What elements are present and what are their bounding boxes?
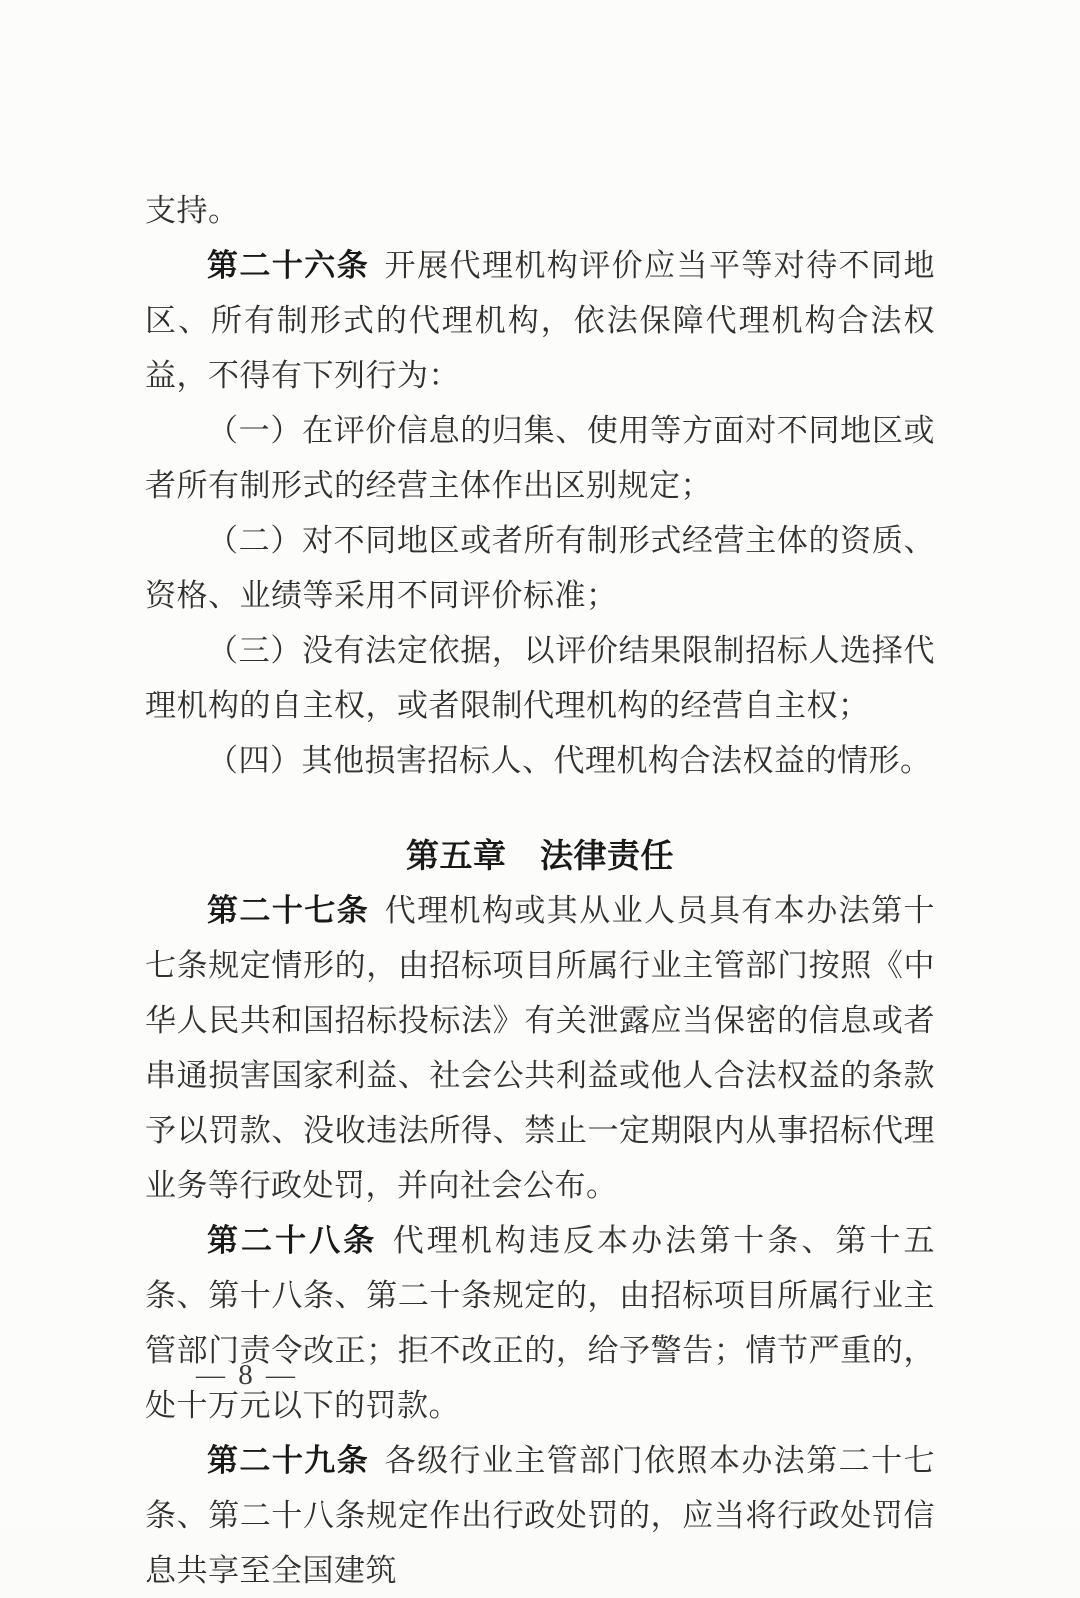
page-number: — 8 — [196, 1359, 298, 1391]
article-26-item-2: （二）对不同地区或者所有制形式经营主体的资质、资格、业绩等采用不同评价标准； [145, 523, 935, 613]
article-28-paragraph [145, 1213, 935, 1433]
article-26-item-1: （一）在评价信息的归集、使用等方面对不同地区或者所有制形式的经营主体作出区别规定； [145, 413, 935, 503]
article-28-number: 第二十八条 [207, 1223, 378, 1258]
article-28-text: 代理机构违反本办法第十条、第十五条、第十八条、第二十条规定的，由招标项目所属行业主管部门责令改正；拒不改正的，给予警告；情节严重的，处十万元以下的罚款。 [145, 1223, 935, 1423]
article-27-text: 代理机构或其从业人员具有本办法第十七条规定情形的，由招标项目所属行业主管部门按照《中华人民共和国招标投标法》有关泄露应当保密的信息或者串通损害国家利益、社会公共利益或他人合法权益的条款予以罚款、没收违法所得、禁止一定期限内从事招标代理业务等行政处罚，并向社会公布。 [145, 893, 936, 1203]
article-26-item-3: （三）没有法定依据，以评价结果限制招标人选择代理机构的自主权，或者限制代理机构的经营自主权； [145, 633, 935, 723]
article-27-number: 第二十七条 [207, 893, 370, 928]
article-26-paragraph [145, 238, 935, 403]
article-27-paragraph [145, 883, 935, 1213]
article-29-text: 各级行业主管部门依照本办法第二十七条、第二十八条规定作出行政处罚的，应当将行政处罚信息共享至全国建筑 [145, 1443, 936, 1588]
chapter-5-heading: 第五章 法律责任 [406, 837, 674, 874]
article-26-text: 开展代理机构评价应当平等对待不同地区、所有制形式的代理机构，依法保障代理机构合法权益，不得有下列行为： [145, 248, 936, 393]
article-26-item-4: （四）其他损害招标人、代理机构合法权益的情形。 [207, 743, 932, 778]
article-29-number: 第二十九条 [207, 1443, 370, 1478]
article-29-paragraph [145, 1433, 935, 1598]
continuation-paragraph: 支持。 [145, 193, 240, 228]
article-26-number: 第二十六条 [207, 248, 370, 283]
